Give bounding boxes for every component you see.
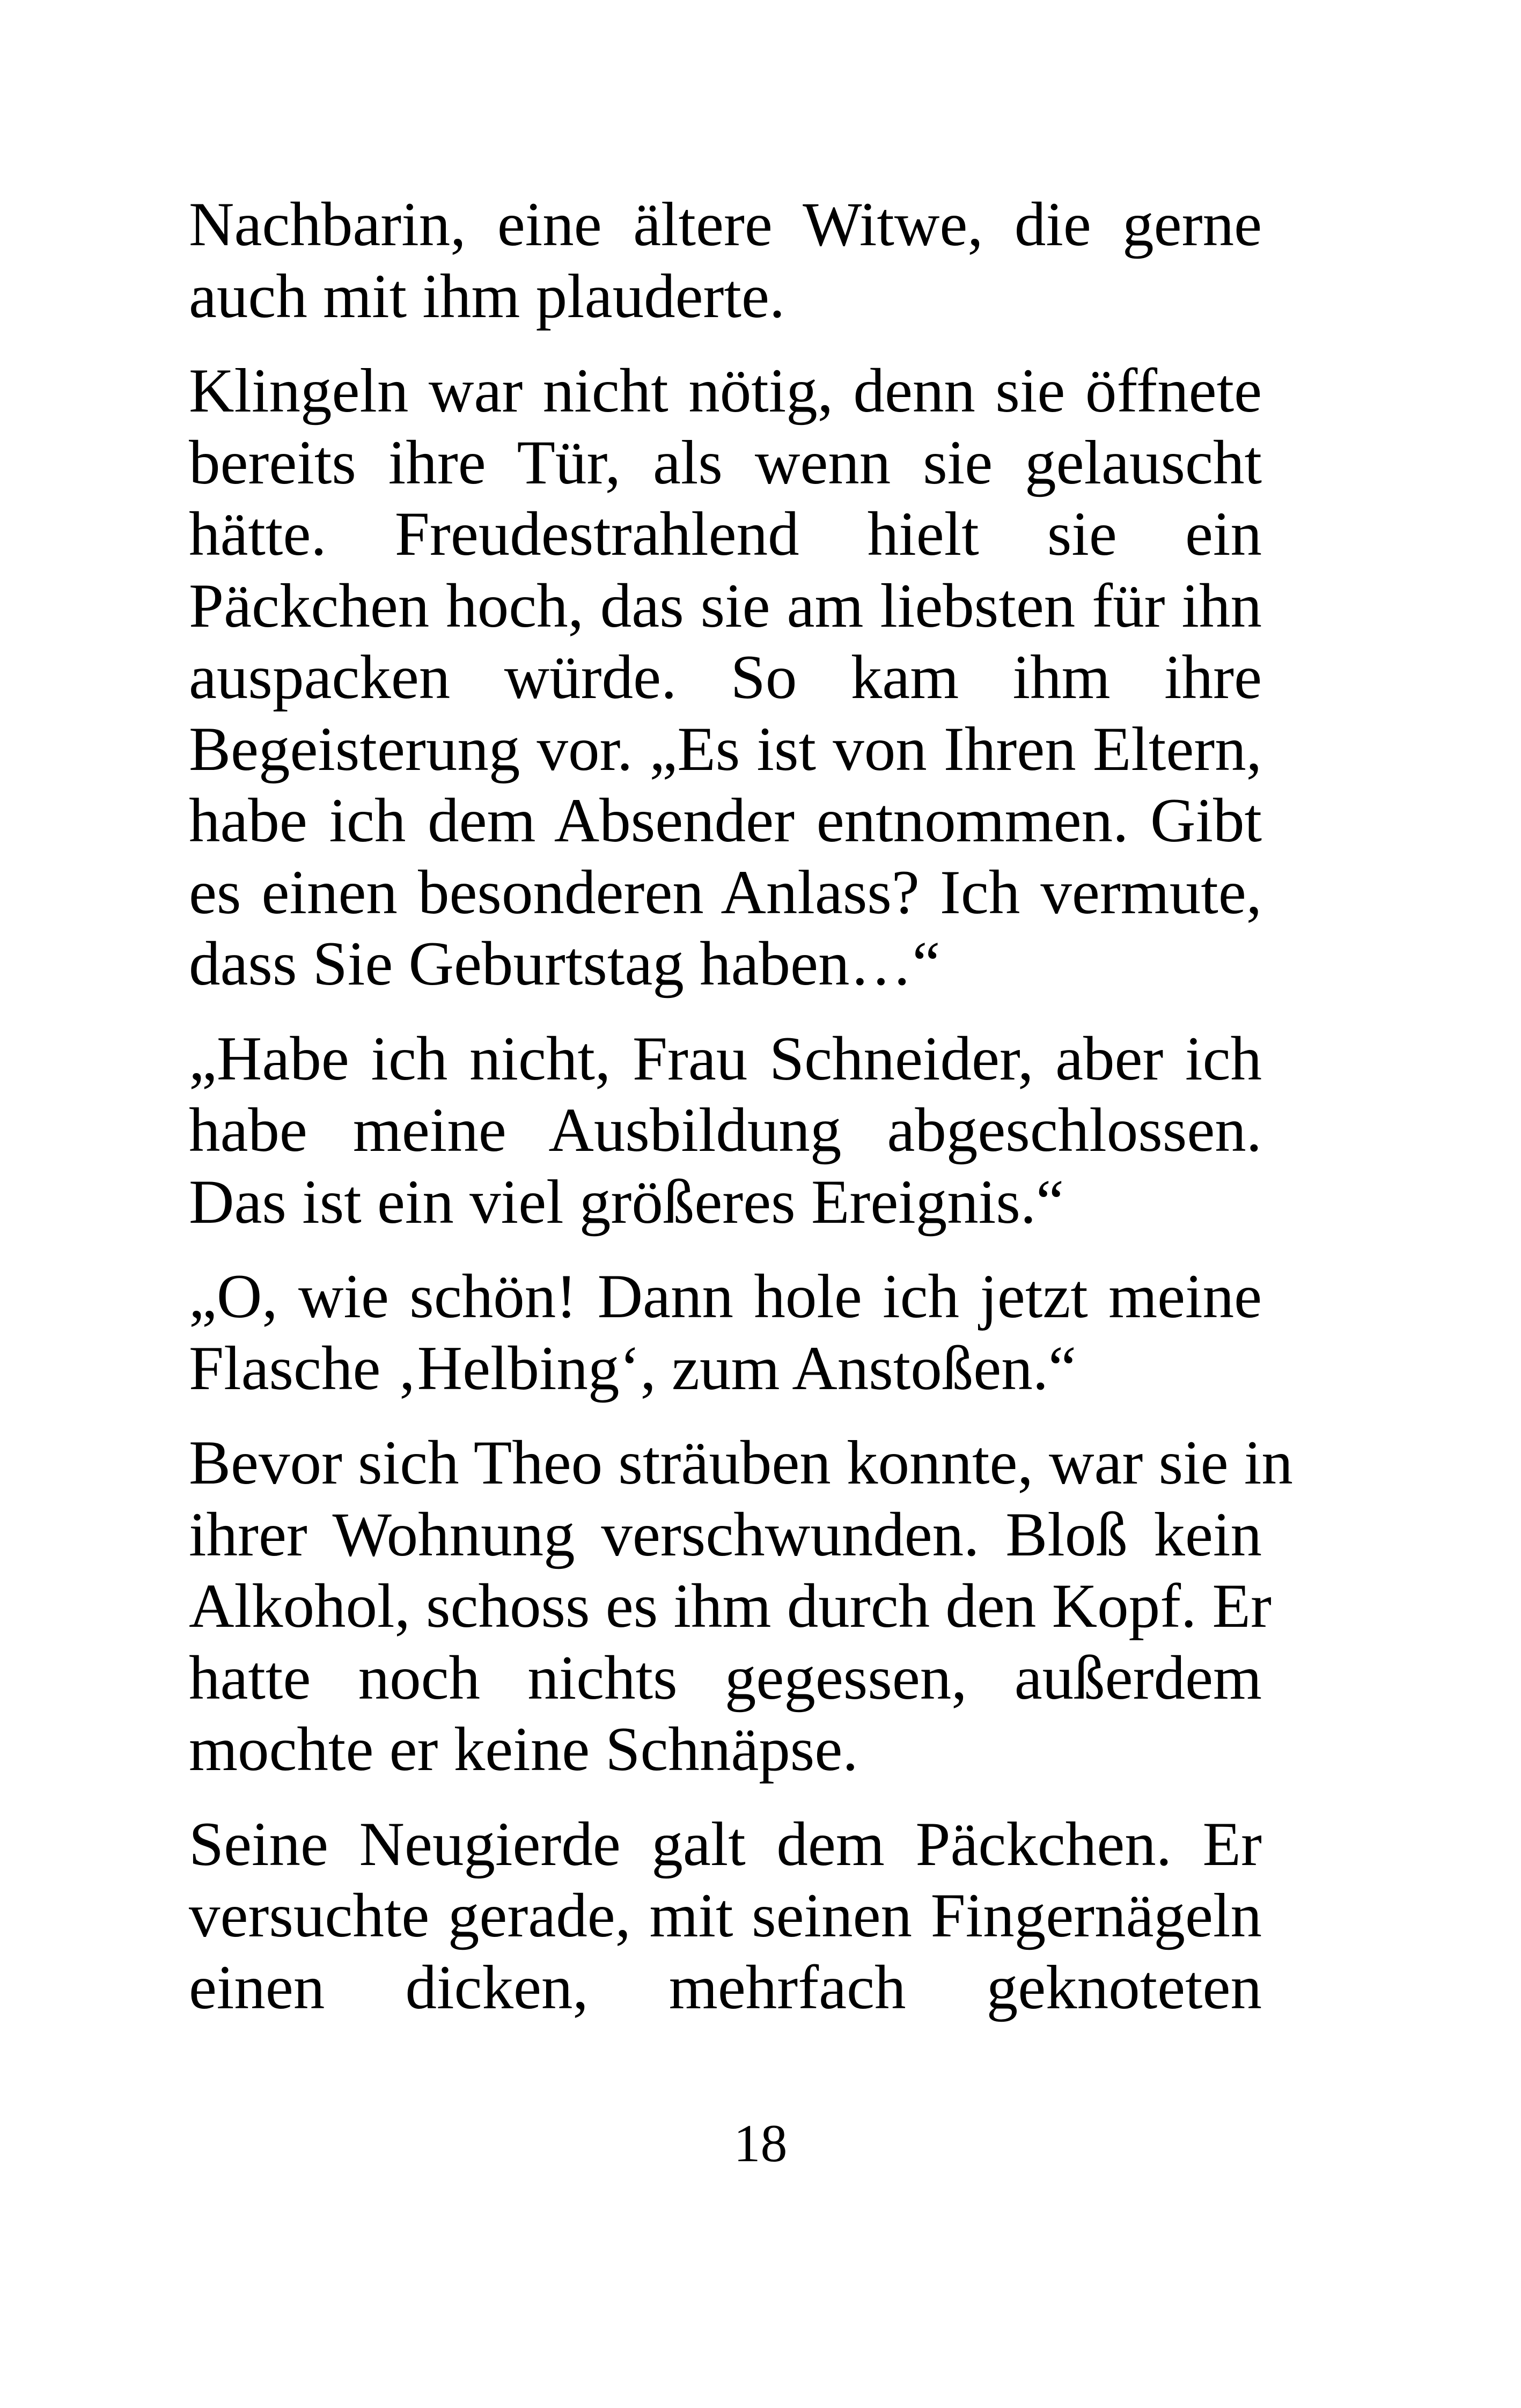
text-line: Bevor sich Theo sträuben konnte, war sie in xyxy=(189,1428,1293,1497)
paragraph xyxy=(189,1809,1262,2024)
text-line: Das ist ein viel größeres Ereignis.“ xyxy=(189,1167,1064,1237)
paragraph xyxy=(189,1023,1262,1238)
text-line: Päckchen hoch, das sie am liebsten für ihn xyxy=(189,571,1262,641)
text-line: auspacken würde. So kam ihm ihre xyxy=(189,643,1262,712)
page-body xyxy=(189,189,1293,2046)
text-line: bereits ihre Tür, als wenn sie gelauscht xyxy=(189,428,1262,497)
text-line: hätte. Freudestrahlend hielt sie ein xyxy=(189,500,1262,569)
paragraph xyxy=(189,1427,1293,1786)
text-line: einen dicken, mehrfach geknoteten xyxy=(189,1952,1262,2022)
text-line: ihrer Wohnung verschwunden. Bloß kein xyxy=(189,1500,1262,1569)
text-line: dass Sie Geburtstag haben…“ xyxy=(189,929,940,999)
text-line: auch mit ihm plauderte. xyxy=(189,261,785,331)
text-line: hatte noch nichts gegessen, außerdem xyxy=(189,1643,1262,1713)
text-line: versuchte gerade, mit seinen Fingernägeln xyxy=(189,1881,1262,1950)
paragraph xyxy=(189,1261,1262,1404)
text-line: Flasche ‚Helbing‘, zum Anstoßen.“ xyxy=(189,1333,1076,1403)
page-number: 18 xyxy=(733,2113,788,2173)
text-line: Begeisterung vor. „Es ist von Ihren Eltern, xyxy=(189,714,1262,784)
text-line: es einen besonderen Anlass? Ich vermute, xyxy=(189,857,1262,927)
paragraph xyxy=(189,189,1262,332)
text-line: Seine Neugierde galt dem Päckchen. Er xyxy=(189,1809,1262,1879)
text-line: Alkohol, schoss es ihm durch den Kopf. Er xyxy=(189,1572,1272,1641)
text-line: „O, wie schön! Dann hole ich jetzt meine xyxy=(189,1262,1262,1331)
text-line: Klingeln war nicht nötig, denn sie öffnete xyxy=(189,356,1262,425)
paragraph xyxy=(189,355,1262,1000)
text-line: habe meine Ausbildung abgeschlossen. xyxy=(189,1096,1262,1165)
text-line: mochte er keine Schnäpse. xyxy=(189,1715,858,1784)
text-line: habe ich dem Absender entnommen. Gibt xyxy=(189,786,1262,855)
text-line: „Habe ich nicht, Frau Schneider, aber ich xyxy=(189,1024,1262,1093)
text-line: Nachbarin, eine ältere Witwe, die gerne xyxy=(189,190,1262,259)
